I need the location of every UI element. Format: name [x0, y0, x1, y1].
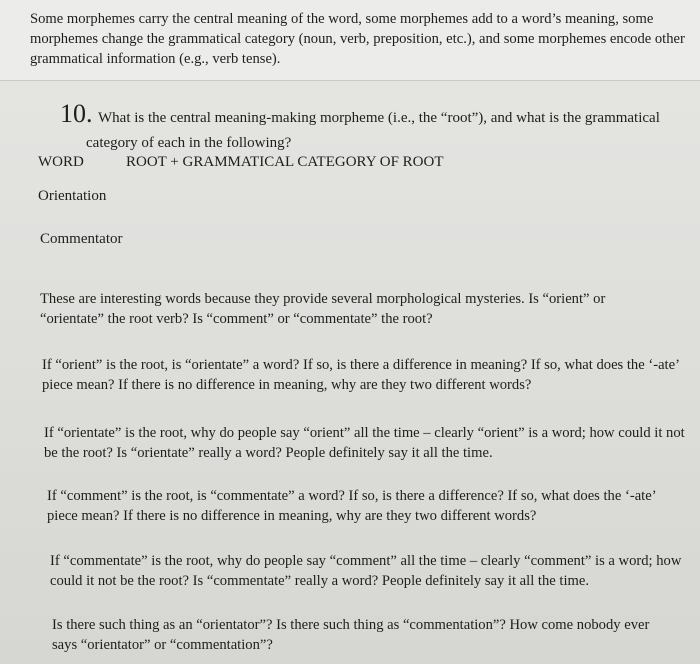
question-number: 10. [60, 99, 93, 128]
paragraph-orient-root: If “orient” is the root, is “orientate” a word? If so, is there a difference in meaning? If so, what does the ‘-ate’ piece mean? If there is no difference in meaning, why are they two different words? [42, 357, 679, 393]
word-commentator: Commentator [40, 231, 123, 247]
intro-text: Some morphemes carry the central meaning of the word, some morphemes add to a word’s meaning, some morphemes change the grammatical category (noun, verb, preposition, etc.), and some morphemes encode other grammatical information (e.g., verb tense). [30, 11, 685, 67]
intro-box [0, 0, 700, 81]
paragraph-comment-root: If “comment” is the root, is “commentate” a word? If so, is there a difference? If so, what does the ‘-ate’ piece mean? If there is no difference in meaning, why are they two different words? [47, 488, 656, 524]
question-text-line1: What is the central meaning-making morpheme (i.e., the “root”), and what is the grammatical [98, 110, 660, 126]
paragraph-orientator: Is there such thing as an “orientator”? Is there such thing as “commentation”? How come nobody ever says “orientator” or “commentation”? [52, 617, 650, 653]
paragraph-commentate-root: If “commentate” is the root, why do people say “comment” all the time – clearly “comment” is a word; how could it not be the root? Is “commentate” really a word? People definitely say it all the time. [50, 553, 682, 589]
paragraph-orientate-root: If “orientate” is the root, why do people say “orient” all the time – clearly “orient” is a word; how could it not be the root? Is “orientate” really a word? People definitely say it all the time. [44, 425, 685, 461]
paragraph-mysteries: These are interesting words because they provide several morphological mysteries. Is “orient” or “orientate” the root verb? Is “comment” or “commentate” the root? [40, 291, 606, 327]
question-text-line2: category of each in the following? [86, 135, 292, 151]
column-header-word: WORD [38, 154, 84, 170]
column-header-root: ROOT + GRAMMATICAL CATEGORY OF ROOT [126, 154, 444, 170]
word-orientation: Orientation [38, 188, 107, 204]
